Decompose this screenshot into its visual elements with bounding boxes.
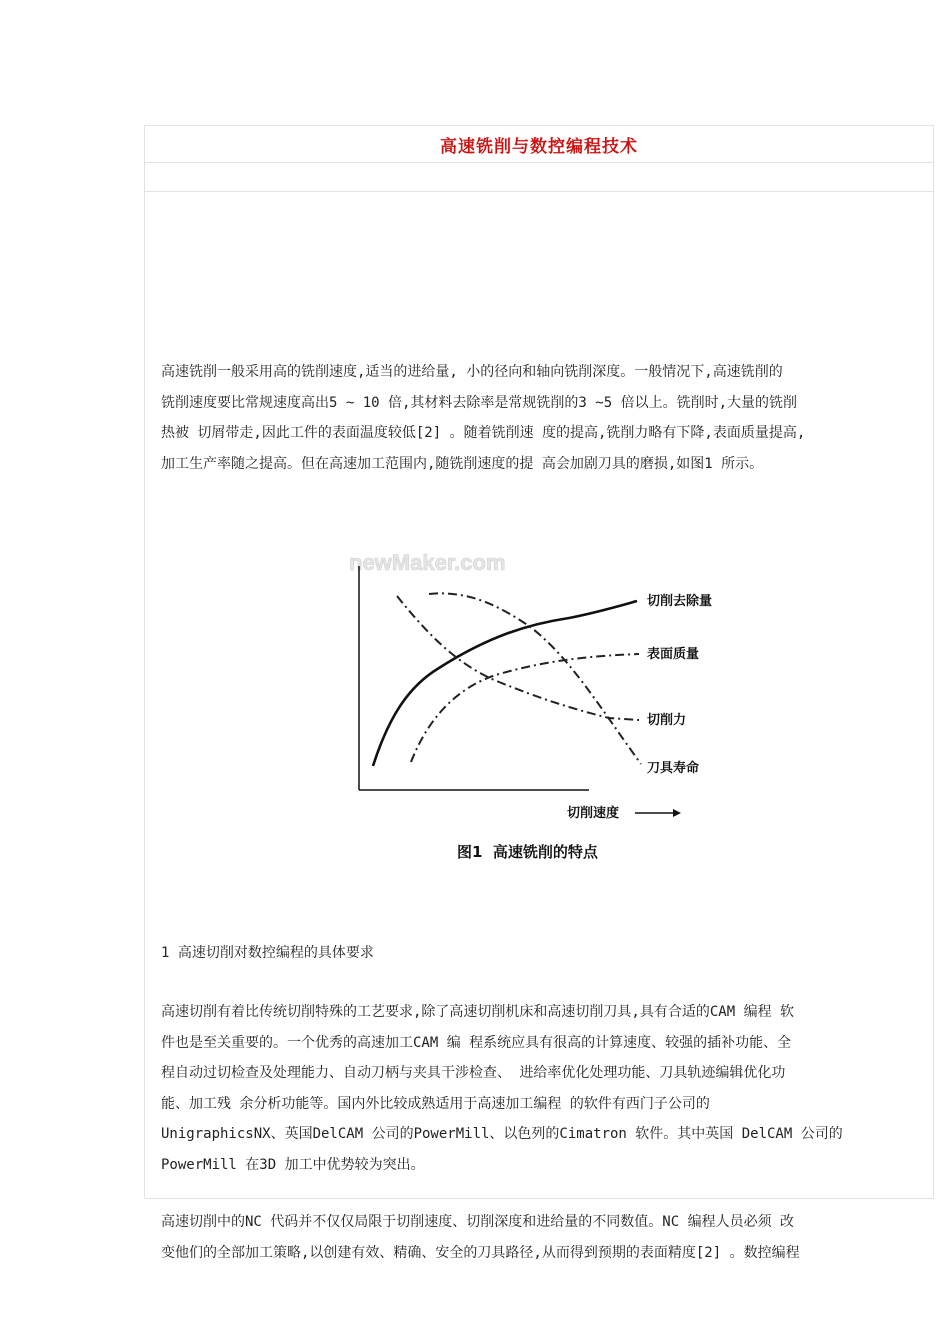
text-line: 变他们的全部加工策略,以创建有效、精确、安全的刀具路径,从而得到预期的表面精度[2] 。数控编程 bbox=[161, 1244, 800, 1261]
curve-surface bbox=[411, 654, 639, 762]
text-line: 热被 切屑带走,因此工件的表面温度较低[2] 。随着铣削速 度的提高,铣削力略有下降,表面质量提高, bbox=[161, 425, 806, 441]
text-line: PowerMill 在3D 加工中优势较为突出。 bbox=[161, 1156, 425, 1173]
curve-force bbox=[397, 596, 639, 720]
section-heading: 1 高速切削对数控编程的具体要求 bbox=[161, 945, 374, 961]
paragraph-cam bbox=[161, 997, 923, 1180]
watermark-text: newMaker.com bbox=[349, 550, 506, 575]
text-line: 程自动过切检查及处理能力、自动刀柄与夹具干涉检查、 进给率优化处理功能、刀具轨迹编辑优化功 bbox=[161, 1065, 786, 1081]
paragraph-nc bbox=[161, 1207, 923, 1268]
article-frame bbox=[144, 125, 934, 1261]
text-line: 件也是至关重要的。一个优秀的高速加工CAM 编 程系统应具有很高的计算速度、较强的插补功能、全 bbox=[161, 1034, 792, 1051]
text-line: UnigraphicsNX、英国DelCAM 公司的PowerMill、以色列的Cimatron 软件。其中英国 DelCAM 公司的 bbox=[161, 1126, 843, 1142]
paragraph-intro bbox=[161, 357, 923, 479]
label-removal: 切削去除量 bbox=[647, 594, 713, 609]
figure-caption: 图1 高速铣削的特点 bbox=[457, 843, 598, 861]
figure-1 bbox=[329, 546, 747, 880]
text-line: 高速切削中的NC 代码并不仅仅局限于切削速度、切削深度和进给量的不同数值。NC 编程人员必须 改 bbox=[161, 1214, 794, 1230]
x-axis-label: 切削速度 bbox=[567, 806, 620, 821]
text-line: 高速切削有着比传统切削特殊的工艺要求,除了高速切削机床和高速切削刀具,具有合适的CAM 编程 软 bbox=[161, 1004, 794, 1020]
page-title: 高速铣削与数控编程技术 bbox=[440, 136, 638, 157]
text-line: 能、加工残 余分析功能等。国内外比较成熟适用于高速加工编程 的软件有西门子公司的 bbox=[161, 1095, 710, 1112]
figure-diagram bbox=[329, 546, 747, 880]
x-arrow-head bbox=[673, 809, 681, 817]
text-line: 高速铣削一般采用高的铣削速度,适当的进给量, 小的径向和轴向铣削深度。一般情况下,高速铣削的 bbox=[161, 364, 783, 380]
text-line: 加工生产率随之提高。但在高速加工范围内,随铣削速度的提 高会加剧刀具的磨损,如图1 所示。 bbox=[161, 455, 764, 472]
label-surface: 表面质量 bbox=[647, 647, 700, 662]
label-tool-life: 刀具寿命 bbox=[647, 761, 700, 776]
curve-tool-life bbox=[429, 593, 641, 764]
title-row bbox=[145, 126, 933, 163]
empty-row bbox=[145, 163, 933, 192]
text-line: 铣削速度要比常规速度高出5 ~ 10 倍,其材料去除率是常规铣削的3 ~5 倍以上。铣削时,大量的铣削 bbox=[161, 394, 797, 411]
label-force: 切削力 bbox=[647, 713, 687, 728]
